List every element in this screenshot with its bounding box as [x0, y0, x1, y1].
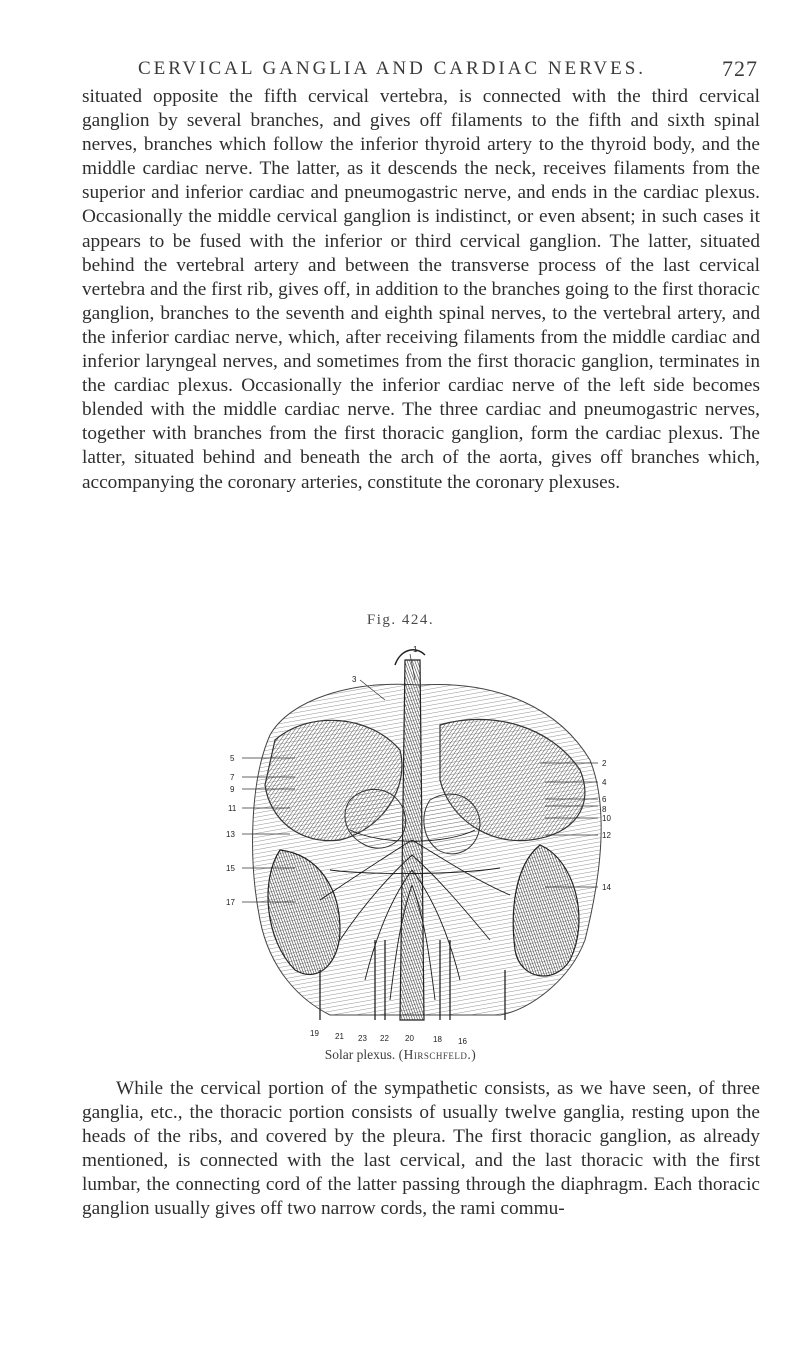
- solar-plexus-engraving: [200, 640, 640, 1045]
- body-paragraph: While the cervical portion of the sympathetic consists, as we have seen, of three ganglia, etc., the thoracic portion consists of usually twelve ganglia, resting upon the heads of the ribs, and covered by the pleura. The first thoracic ganglion, as already mentioned, is connected with the last cervical, and the last thoracic with the first lumbar, the connecting cord of the latter passing through the diaphragm. Each thoracic ganglion usually gives off two narrow cords, the rami commu-: [82, 1078, 760, 1220]
- body-paragraph: situated opposite the fifth cervical vertebra, is connected with the third cervical ganglion by several branches, and gives off filaments to the fifth and sixth spinal nerves, branches which follow the inferior thyroid artery to the thyroid body, and the middle cardiac nerve. The latter, as it descends the neck, receives filaments from the superior and inferior cardiac and pneumogastric nerve, and ends in the cardiac plexus. Occasionally the middle cervical ganglion is indistinct, or even absent; in such cases it appears to be fused with the inferior or third cervical ganglion. The latter, situated behind the vertebral artery and between the transverse process of the last cervical vertebra and the first rib, gives off, in addition to the branches going to the first thoracic ganglion, branches to the seventh and eighth spinal nerves, to the vertebral artery, and the inferior cardiac nerve, which, after receiving filaments from the middle cardiac and inferior laryngeal nerves, and sometimes from the first thoracic ganglion, terminates in the cardiac plexus. Occasionally the inferior cardiac nerve of the left side becomes blended with the middle cardiac nerve. The three cardiac and pneumogastric nerves, together with branches from the first thoracic ganglion, form the cardiac plexus. The latter, situated behind and beneath the arch of the aorta, gives off branches which, accompanying the coronary arteries, constitute the coronary plexuses.: [82, 86, 760, 493]
- label-right-2: 2: [602, 759, 607, 768]
- label-left-5: 5: [230, 754, 235, 763]
- page-number: 727: [722, 56, 758, 81]
- label-right-6: 6: [602, 795, 607, 804]
- label-left-17: 17: [226, 898, 235, 907]
- label-right-8: 8: [602, 805, 607, 814]
- label-right-12: 12: [602, 831, 611, 840]
- label-right-14: 14: [602, 883, 611, 892]
- caption-credit: (Hirschfeld.): [398, 1047, 477, 1062]
- label-bottom-23: 23: [358, 1034, 367, 1043]
- label-right-10: 10: [602, 814, 611, 823]
- running-title: CERVICAL GANGLIA AND CARDIAC NERVES.: [138, 58, 647, 79]
- label-bottom-18: 18: [433, 1035, 442, 1044]
- label-left-15: 15: [226, 864, 235, 873]
- label-top-3: 3: [352, 675, 357, 684]
- label-right-4: 4: [602, 778, 607, 787]
- label-bottom-16: 16: [458, 1037, 467, 1045]
- label-bottom-21: 21: [335, 1032, 344, 1041]
- label-left-7: 7: [230, 773, 235, 782]
- caption-text: Solar plexus.: [324, 1047, 396, 1062]
- figure-label: Fig. 424.: [366, 612, 435, 628]
- label-bottom-20: 20: [405, 1034, 414, 1043]
- label-left-9: 9: [230, 785, 235, 794]
- running-head: [138, 58, 758, 84]
- anatomical-illustration: [200, 640, 640, 1045]
- label-top-1: 1: [413, 645, 418, 654]
- label-left-11: 11: [228, 804, 237, 813]
- label-left-13: 13: [226, 830, 235, 839]
- figure-caption: [0, 1047, 801, 1063]
- label-bottom-22: 22: [380, 1034, 389, 1043]
- label-bottom-19: 19: [310, 1029, 319, 1038]
